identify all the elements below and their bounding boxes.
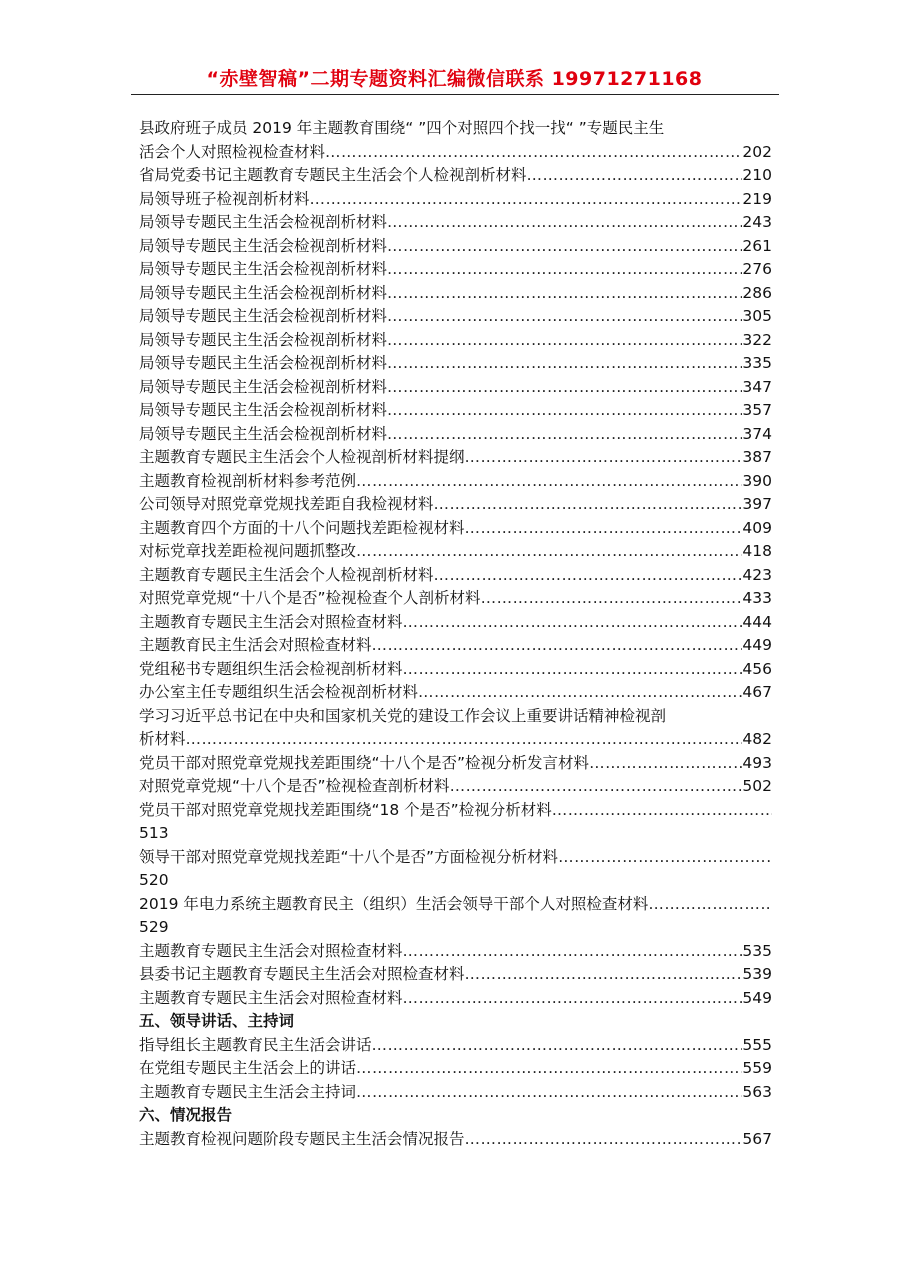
toc-leader-dots	[387, 282, 742, 306]
toc-leader-dots	[356, 470, 742, 494]
toc-entry	[139, 352, 772, 376]
toc-entry-title: 局领导班子检视剖析材料	[139, 189, 310, 208]
toc-leader-dots	[387, 235, 742, 259]
toc-entry-title: 主题教育专题民主生活会主持词	[139, 1082, 357, 1101]
toc-entry	[139, 775, 772, 799]
toc-page-number: 502	[742, 777, 772, 795]
toc-entry-title: 局领导专题民主生活会检视剖析材料	[139, 283, 388, 302]
toc-page-number: 219	[742, 189, 772, 208]
toc-entry	[139, 799, 772, 823]
toc-entry	[139, 587, 772, 611]
toc-entry-title: 局领导专题民主生活会检视剖析材料	[139, 213, 388, 231]
toc-entry-title: 局领导专题民主生活会检视剖析材料	[139, 260, 388, 278]
toc-text-line: 县政府班子成员 2019 年主题教育围绕“ ”四个对照四个找一找“ ”专题民主生	[139, 119, 665, 137]
toc-entry	[139, 1128, 772, 1152]
toc-leader-dots	[387, 211, 742, 235]
toc-page-number: 202	[742, 142, 772, 161]
toc-page-number: 397	[742, 495, 772, 513]
toc-entry	[139, 1081, 772, 1105]
toc-leader-dots	[356, 1081, 742, 1105]
toc-entry	[139, 376, 772, 400]
toc-entry	[139, 235, 772, 259]
toc-page-number: 467	[742, 683, 772, 701]
toc-entry-title: 对照党章党规“十八个是否”检视检查剖析材料	[139, 777, 450, 795]
toc-entry	[139, 728, 772, 752]
toc-text-line: 529	[139, 918, 169, 936]
toc-leader-dots	[450, 775, 743, 799]
toc-entry	[139, 846, 772, 870]
toc-page-number: 374	[742, 424, 772, 443]
toc-page-number: 549	[742, 988, 772, 1007]
toc-leader-dots	[325, 141, 742, 165]
header-divider	[131, 94, 779, 95]
toc-page-number: 563	[742, 1082, 772, 1101]
toc-leader-dots	[465, 963, 743, 987]
toc-page-number: 493	[742, 753, 772, 772]
toc-entry-title: 指导组长主题教育民主生活会讲话	[139, 1035, 372, 1054]
toc-entry	[139, 470, 772, 494]
toc-page-number: 286	[742, 283, 772, 302]
toc-leader-dots	[387, 258, 742, 282]
toc-page-number: 555	[742, 1035, 772, 1054]
toc-entry-title: 局领导专题民主生活会检视剖析材料	[139, 354, 388, 372]
toc-entry	[139, 446, 772, 470]
toc-page-number: 449	[742, 636, 772, 654]
toc-leader-dots	[387, 305, 742, 329]
toc-entry-title: 主题教育检视问题阶段专题民主生活会情况报告	[139, 1129, 465, 1148]
toc-entry	[139, 611, 772, 635]
toc-entry	[139, 681, 772, 705]
toc-entry	[139, 305, 772, 329]
toc-section-heading: 六、情况报告	[139, 1106, 233, 1124]
toc-entry	[139, 963, 772, 987]
toc-leader-dots	[558, 846, 772, 870]
toc-entry-title: 析材料	[139, 730, 186, 748]
toc-entry-title: 党员干部对照党章党规找差距围绕“18 个是否”检视分析材料	[139, 800, 552, 819]
toc-entry	[139, 282, 772, 306]
toc-page-number: 423	[742, 565, 772, 584]
toc-entry-title: 主题教育检视剖析材料参考范例	[139, 471, 357, 490]
toc-entry-title: 县委书记主题教育专题民主生活会对照检查材料	[139, 965, 465, 983]
toc-entry	[139, 752, 772, 776]
toc-leader-dots	[356, 1057, 742, 1081]
toc-page-number: 243	[742, 213, 772, 231]
toc-leader-dots	[648, 893, 772, 917]
toc-entry	[139, 940, 772, 964]
toc-leader-dots	[387, 329, 742, 353]
toc-entry	[139, 211, 772, 235]
toc-page-number: 433	[742, 589, 772, 607]
toc-entry-title: 主题教育专题民主生活会个人检视剖析材料	[139, 565, 434, 584]
toc-entry	[139, 517, 772, 541]
toc-entry-title: 活会个人对照检视检查材料	[139, 142, 326, 161]
toc-entry	[139, 493, 772, 517]
toc-page-number: 409	[742, 518, 772, 537]
toc-entry-title: 主题教育专题民主生活会对照检查材料	[139, 941, 403, 960]
toc-leader-dots	[356, 540, 742, 564]
toc-leader-dots	[372, 634, 743, 658]
toc-page-number: 335	[742, 354, 772, 372]
toc-entry-title: 对照党章党规“十八个是否”检视检查个人剖析材料	[139, 589, 481, 607]
toc-entry-title: 对标党章找差距检视问题抓整改	[139, 542, 357, 560]
toc-entry	[139, 164, 772, 188]
toc-page-number: 539	[742, 965, 772, 983]
toc-entry	[139, 329, 772, 353]
toc-leader-dots	[387, 423, 742, 447]
toc-entry-title: 局领导专题民主生活会检视剖析材料	[139, 401, 388, 419]
toc-entry-title: 主题教育专题民主生活会对照检查材料	[139, 988, 403, 1007]
toc-entry	[139, 258, 772, 282]
toc-entry	[139, 188, 772, 212]
toc-page-number: 276	[742, 260, 772, 278]
toc-entry-title: 主题教育民主生活会对照检查材料	[139, 636, 372, 654]
toc-leader-dots	[434, 493, 743, 517]
toc-entry	[139, 1057, 772, 1081]
toc-page-number: 322	[742, 330, 772, 349]
toc-leader-dots	[481, 587, 743, 611]
toc-leader-dots	[434, 564, 743, 588]
toc-leader-dots	[387, 352, 742, 376]
toc-entry-title: 2019 年电力系统主题教育民主（组织）生活会领导干部个人对照检查材料	[139, 894, 649, 913]
toc-entry-title: 局领导专题民主生活会检视剖析材料	[139, 307, 388, 325]
toc-leader-dots	[403, 658, 743, 682]
toc-leader-dots	[465, 1128, 743, 1152]
toc-text-line: 学习习近平总书记在中央和国家机关党的建设工作会议上重要讲话精神检视剖	[139, 706, 667, 725]
toc-entry-title: 主题教育专题民主生活会个人检视剖析材料提纲	[139, 448, 465, 466]
toc-leader-dots	[552, 799, 772, 823]
toc-leader-dots	[372, 1034, 743, 1058]
toc-text-line: 520	[139, 871, 169, 889]
toc-leader-dots	[186, 728, 743, 752]
toc-leader-dots	[387, 376, 742, 400]
toc-entry-title: 党员干部对照党章党规找差距围绕“十八个是否”检视分析发言材料	[139, 753, 590, 772]
toc-page-number: 210	[742, 166, 772, 184]
toc-entry-title: 局领导专题民主生活会检视剖析材料	[139, 424, 388, 443]
toc-leader-dots	[465, 517, 743, 541]
toc-entry-title: 局领导专题民主生活会检视剖析材料	[139, 330, 388, 349]
toc-entry	[139, 423, 772, 447]
toc-entry	[139, 1034, 772, 1058]
toc-leader-dots	[465, 446, 743, 470]
toc-page-number: 535	[742, 941, 772, 960]
toc-leader-dots	[403, 987, 743, 1011]
toc-entry-title: 办公室主任专题组织生活会检视剖析材料	[139, 683, 419, 701]
toc-page-number: 567	[742, 1129, 772, 1148]
toc-entry	[139, 987, 772, 1011]
toc-leader-dots	[527, 164, 743, 188]
toc-entry-title: 局领导专题民主生活会检视剖析材料	[139, 236, 388, 255]
toc-entry-title: 省局党委书记主题教育专题民主生活会个人检视剖析材料	[139, 166, 527, 184]
toc-entry	[139, 141, 772, 165]
toc-text-line: 513	[139, 824, 169, 842]
toc-page-number: 347	[742, 377, 772, 396]
toc-page-number: 418	[742, 542, 772, 560]
toc-entry	[139, 540, 772, 564]
toc-page-number: 456	[742, 659, 772, 678]
toc-page-number: 387	[742, 448, 772, 466]
toc-section-heading: 五、领导讲话、主持词	[139, 1012, 295, 1030]
toc-page-number: 390	[742, 471, 772, 490]
toc-page-number: 559	[742, 1059, 772, 1077]
toc-entry-title: 在党组专题民主生活会上的讲话	[139, 1059, 357, 1077]
toc-leader-dots	[589, 752, 742, 776]
toc-leader-dots	[387, 399, 742, 423]
table-of-contents	[139, 117, 772, 1151]
toc-leader-dots	[418, 681, 742, 705]
toc-page-number: 444	[742, 612, 772, 631]
toc-entry-title: 公司领导对照党章党规找差距自我检视材料	[139, 495, 434, 513]
toc-entry	[139, 658, 772, 682]
toc-entry	[139, 634, 772, 658]
page-header-title: “赤壁智稿”二期专题资料汇编微信联系 19971271168	[206, 68, 703, 90]
toc-entry-title: 主题教育专题民主生活会对照检查材料	[139, 612, 403, 631]
toc-entry	[139, 564, 772, 588]
toc-entry-title: 主题教育四个方面的十八个问题找差距检视材料	[139, 518, 465, 537]
toc-entry	[139, 893, 772, 917]
toc-page-number: 482	[742, 730, 772, 748]
toc-page-number: 305	[742, 307, 772, 325]
toc-page-number: 357	[742, 401, 772, 419]
toc-page-number: 261	[742, 236, 772, 255]
toc-entry-title: 局领导专题民主生活会检视剖析材料	[139, 377, 388, 396]
toc-entry-title: 领导干部对照党章党规找差距“十八个是否”方面检视分析材料	[139, 847, 559, 866]
toc-entry-title: 党组秘书专题组织生活会检视剖析材料	[139, 659, 403, 678]
toc-entry	[139, 399, 772, 423]
toc-leader-dots	[310, 188, 743, 212]
toc-leader-dots	[403, 611, 743, 635]
toc-leader-dots	[403, 940, 743, 964]
